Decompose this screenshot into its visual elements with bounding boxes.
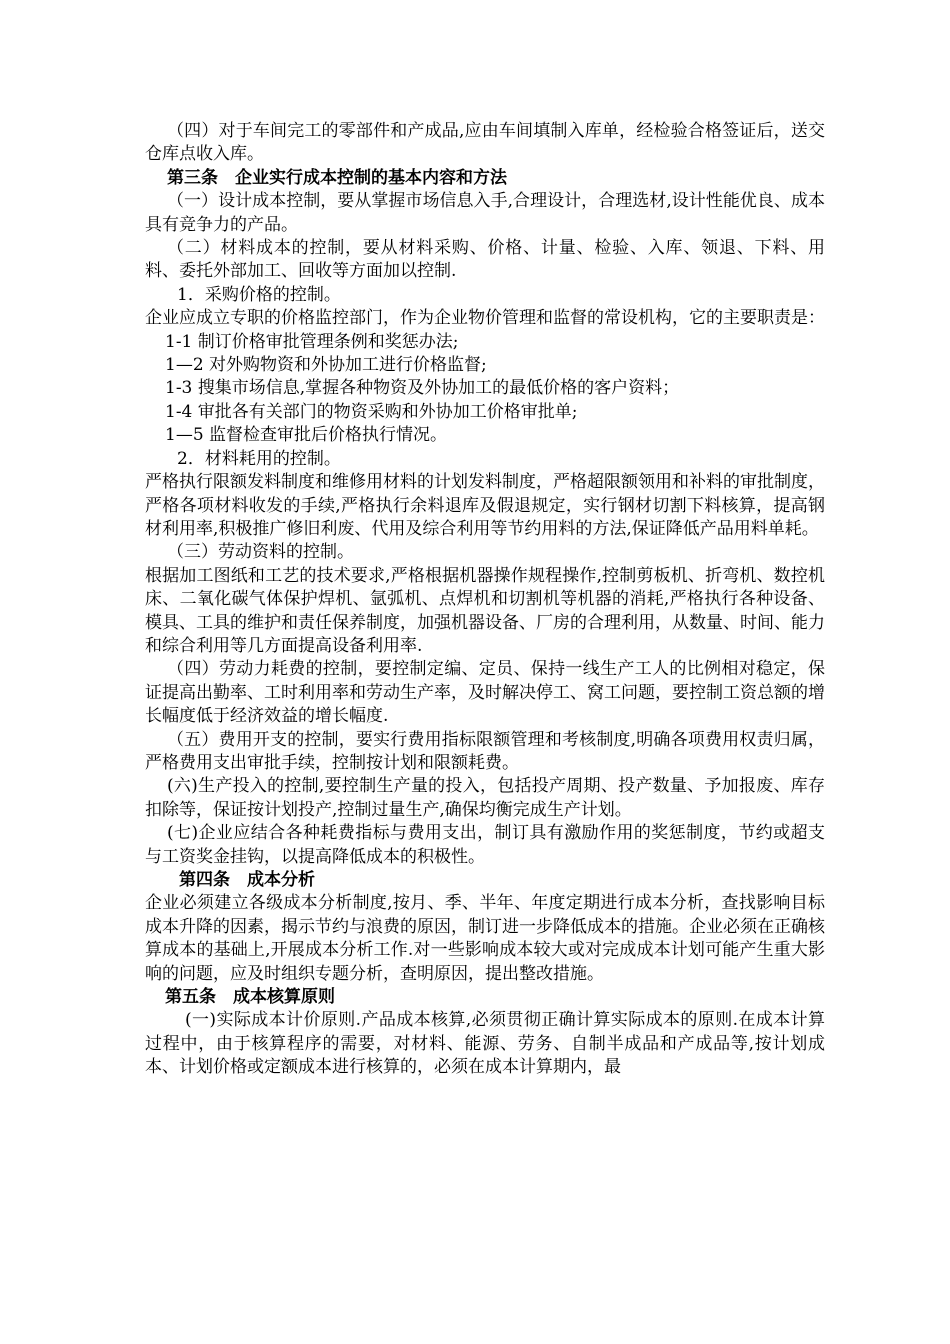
- duty-1-4: 1-4 审批各有关部门的物资采购和外协加工价格审批单;: [165, 401, 578, 422]
- article-heading-4: 第四条 成本分析: [179, 870, 315, 890]
- para-purchase-price: 1．采购价格的控制。: [177, 284, 341, 305]
- duty-1-5: 1—5 监督检查审批后价格执行情况。: [165, 425, 448, 446]
- article-heading-5: 第五条 成本核算原则: [165, 987, 335, 1008]
- para-price-dept: 企业应成立专职的价格监控部门，作为企业物价管理和监督的常设机构，它的主要职责是：: [145, 308, 825, 329]
- duty-1-2: 1—2 对外购物资和外协加工进行价格监督;: [165, 355, 487, 376]
- para-reward-system: (七)企业应结合各种耗费指标与费用支出，制订具有激励作用的奖惩制度，节约或超支与工资奖金挂钩，以提高降低成本的积极性。: [145, 823, 825, 867]
- article-heading-3: 第三条 企业实行成本控制的基本内容和方法: [167, 167, 507, 188]
- para-analysis-system: 企业必须建立各级成本分析制度,按月、季、半年、年度定期进行成本分析，查找影响目标成本升降的因素，揭示节约与浪费的原因，制订进一步降低成本的措施。企业必须在正确核算成本的基础上,开展成本分析工作.对一些影响成本较大或对完成成本计划可能产生重大影响的问题，应及时组织专题分析，查明原因，提出整改措施。: [145, 893, 825, 984]
- para-actual-cost: (一)实际成本计价原则.产品成本核算,必须贯彻正确计算实际成本的原则.在成本计算过程中，由于核算程序的需要，对材料、能源、劳务、自制半成品和产成品等,按计划成本、计划价格或定额成本进行核算的，必须在成本计算期内，最: [145, 1010, 825, 1078]
- para-material-usage: 2．材料耗用的控制。: [177, 448, 341, 469]
- para-production-input: (六)生产投入的控制,要控制生产量的投入，包括投产周期、投产数量、予加报废、库存扣除等，保证按计划投产,控制过量生产,确保均衡完成生产计划。: [145, 776, 825, 820]
- para-quota-issue: 严格执行限额发料制度和维修用材料的计划发料制度，严格超限额领用和补料的审批制度，严格各项材料收发的手续,严格执行余料退库及假退规定，实行钢材切割下料核算，提高钢材利用率,积极推广修旧利废、代用及综合利用等节约用料的方法,保证降低产品用料单耗。: [145, 472, 825, 539]
- document-page: [145, 120, 825, 1080]
- para-machine-consumption: 根据加工图纸和工艺的技术要求,严格根据机器操作规程操作,控制剪板机、折弯机、数控机床、二氧化碳气体保护焊机、氩弧机、点焊机和切割机等机器的消耗,严格执行各种设备、模具、工具的维护和责任保养制度，加强机器设备、厂房的合理利用，从数量、时间、能力和综合利用等几方面提高设备利用率.: [145, 565, 825, 656]
- para-labor-materials: （三）劳动资料的控制。: [167, 542, 354, 563]
- duty-1-1: 1-1 制订价格审批管理条例和奖惩办法;: [165, 331, 459, 352]
- para-expense-control: （五）费用开支的控制，要实行费用指标限额管理和考核制度,明确各项费用权责归属，严格费用支出审批手续，控制按计划和限额耗费。: [145, 729, 825, 773]
- para-design-cost: （一）设计成本控制，要从掌握市场信息入手,合理设计，合理选材,设计性能优良、成本具有竞争力的产品。: [145, 191, 825, 235]
- para-workshop-receipt: （四）对于车间完工的零部件和产成品,应由车间填制入库单，经检验合格签证后，送交仓库点收入库。: [145, 121, 825, 165]
- para-material-cost: （二）材料成本的控制，要从材料采购、价格、计量、检验、入库、领退、下料、用料、委托外部加工、回收等方面加以控制.: [145, 238, 825, 282]
- para-labor-cost: （四）劳动力耗费的控制，要控制定编、定员、保持一线生产工人的比例相对稳定，保证提高出勤率、工时利用率和劳动生产率，及时解决停工、窝工问题，要控制工资总额的增长幅度低于经济效益的增长幅度.: [145, 659, 825, 727]
- duty-1-3: 1-3 搜集市场信息,掌握各种物资及外协加工的最低价格的客户资料；: [165, 378, 680, 399]
